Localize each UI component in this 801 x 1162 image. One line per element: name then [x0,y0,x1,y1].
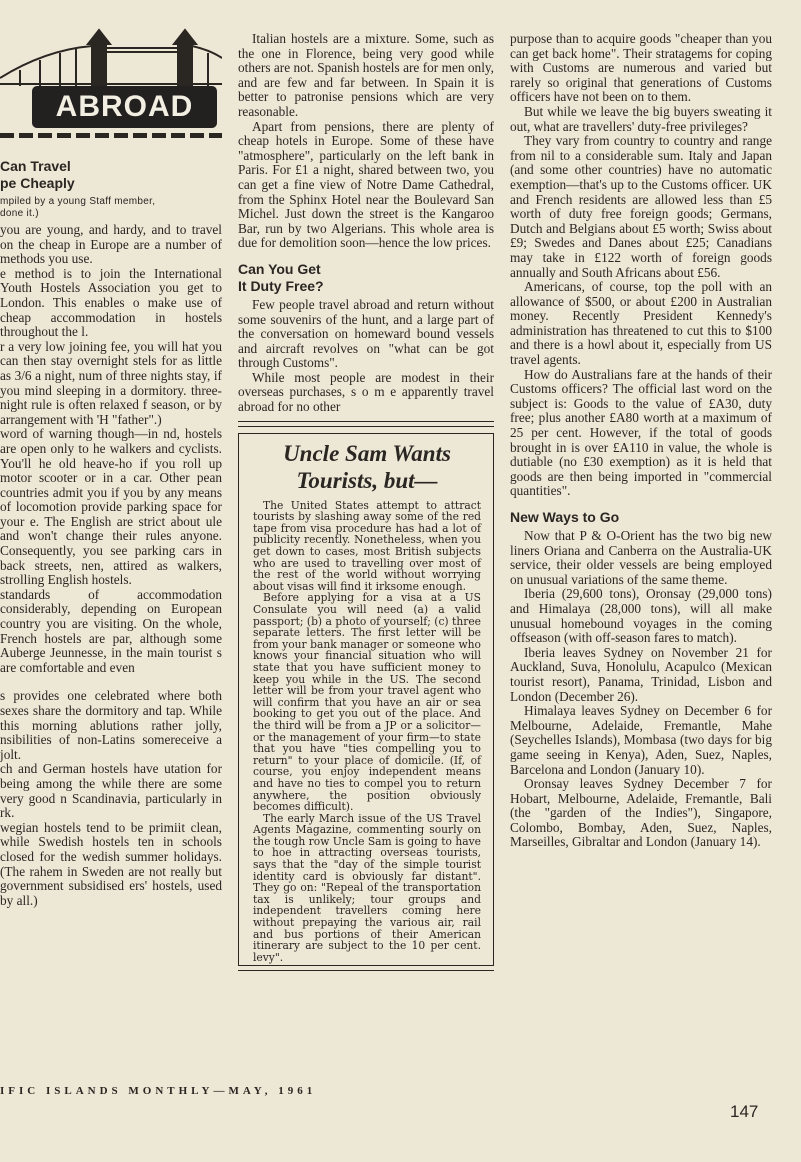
box-paragraph: The early March issue of the US Travel Agents Magazine, commenting sourly on the tough row Uncle Sam is going to have to hoe in attracting overseas tourists, says that the "day of the simple tourist identity card is obviously far distant". They go on: "Repeal of the transportation tax is unlikely; tour groups and independent travellers coming here without prepaying the various air, rail and bus portions of their American itinerary are subject to the 10 per cent. levy". [253,811,481,964]
abroad-banner [0,0,222,148]
paragraph: wegian hostels tend to be primiit clean, while Swedish hostels ten in schools closed for the wedish summer holidays. (The rahem in Sweden are not really but government subsidised ers' hostels, used by all.) [0,819,222,908]
banner-divider [0,133,222,138]
paragraph: s provides one celebrated where both sexes share the dormitory and tap. While this morning ablutions rather jolly, nsibilities of non-Latins somereceive a jolt. [0,688,222,762]
paragraph: But while we leave the big buyers sweating it out, what are travellers' duty-free privileges? [510,103,772,134]
paragraph: Few people travel abroad and return without some souvenirs of the hunt, and a large part of the conversation on homeward bound vessels and aircraft revolves on "what can be got through Customs". [238,296,494,371]
tower-bridge-icon [0,28,222,88]
section-heading-line1: Can You Get [238,260,321,277]
article-heading-line2: pe Cheaply [0,175,75,191]
paragraph: Iberia (29,600 tons), Oronsay (29,000 tons) and Himalaya (28,000 tons), will all make unusual homebound voyages in the coming offseason (with off-season fares to match). [510,586,772,646]
byline-line2: done it.) [0,208,39,219]
paragraph: word of warning though—in nd, hostels are open only to he walkers and cyclists. You'll he old heave-ho if you roll up motor scooter or in a car. Other pean countries admit you if you by any means of locomotion provide parking space for your e. The English are strict about ule and won't change their rules anyone. Consequently, you see parking cars in back streets, nen, attired as walkers, strolling English hostels. [0,426,222,588]
paragraph: Italian hostels are a mixture. Some, such as the one in Florence, being very good while others are not. Spanish hostels are for men only, and are few and far between. In Spain it is better to patronise pensions which are very reasonable. [238,31,494,119]
sidebar-box [238,433,494,966]
box-paragraph: Before applying for a visa at a US Consulate you will need (a) a valid passport; (b) a photo of yourself; (c) three separate letters. The first letter will be from your bank manager or someone who knows your financial situation who will state that you have sufficient money to keep you while in the US. The second letter will be from your travel agent who will confirm that you have an air or sea booking to get you out of the place. And the third will be from a JP or a solicitor—or the management of your firm—to state that you have "ties compelling you to return" to your place of domicile. (If, of course, you enjoy independent means and have no ties to compel you to return anywhere, the position obviously becomes difficult). [253,591,481,814]
paragraph: ch and German hostels have utation for being among the while there are some very good n Scandinavia, particularly in rk. [0,761,222,821]
paragraph: Apart from pensions, there are plenty of cheap hotels in Europe. Some of these have "atmosphere", particularly on the left bank in Paris. For £1 a night, shared between two, you can get a fine view of Notre Dame Cathedral, from the Sphinx Hotel near the Boulevard San Michel. Just down the street is the Kangaroo Bar, run by two Algerians. This whole area is due for demolition soon—hence the low prices. [238,118,494,251]
paragraph: They vary from country to country and range from nil to a considerable sum. Italy and Japan (and some other countries) have no automatic exemption—that's up to the Customs officer. UK and French residents are allowed less than £5 worth of duty free foreign goods; Germans, Dutch and Belgians about £5 worth; Swiss about £9; Swedes and Danes about £25; Canadians may take in £122 worth of foreign goods annually and South Africans about £56. [510,133,772,280]
box-bottom-rule [238,965,494,971]
paragraph: Himalaya leaves Sydney on December 6 for Melbourne, Adelaide, Fremantle, Mahe (Seychelles Islands), Mombasa (two days for big game seeing in Kenya), Aden, Suez, Naples, Barcelona and London (January 10). [510,703,772,777]
box-paragraph: The United States attempt to attract tourists by slashing away some of the red tape from visa procedure has had a lot of publicity recently. Nonetheless, when you get down to cases, most British subjects who are used to travelling over most of the rest of the world without worrying about visas will find it irksome enough. [253,498,481,593]
paragraph: purpose than to acquire goods "cheaper than you can get back home". Their stratagems for coping with Customs are numerous and varied but rarely so original that generations of Customs officers have not been on to them. [510,31,772,105]
box-title-line2: Tourists, but— [296,467,438,493]
abroad-label: ABROAD [32,86,217,128]
column-right [510,32,772,850]
box-top-rule [238,421,494,427]
paragraph: How do Australians fare at the hands of their Customs officers? The official last word on the subject is: Goods to the value of £A30, duty free; plus another £A80 worth at a maximum of 25 per cent. However, if the total of goods brought in is over £A110 in value, the whole is dutiable (no £30 exemption) as it is held that goods are then being imported in "commercial quantities". [510,366,772,499]
article-heading-line1: Can Travel [0,158,71,174]
paragraph: e method is to join the International Youth Hostels Association you get to London. This enables o make use of cheap accommodation in hostels throughout the l. [0,265,222,340]
byline-line1: mpiled by a young Staff member, [0,196,156,207]
paragraph: standards of accommodation considerably, depending on European country you are visiting. On the whole, French hostels are par, although some Auberge Jeunnesse, in the main tourist s are comfortable and even [0,586,222,675]
column-middle [238,32,494,971]
box-body [253,500,481,964]
paragraph: Americans, of course, top the poll with an allowance of $500, or about £200 in Australian money. Recently President Kennedy's administration has threatened to cut this to $100 and there is a howl about it, especially from US travel agents. [510,279,772,368]
section-heading: New Ways to Go [510,509,620,525]
paragraph: While most people are modest in their overseas purchases, s o m e apparently travel abroad for no other [238,369,494,415]
box-title-line1: Uncle Sam Wants [283,440,451,466]
paragraph: you are young, and hardy, and to travel on the cheap in Europe are a number of methods you use. [0,222,222,267]
section-heading-line2: It Duty Free? [238,277,324,294]
paragraph: r a very low joining fee, you will hat you can then stay overnight stels for as little as 3/6 a night, num of three nights stay, if you mind sleeping in a dormitory. three-night rule is often relaxed f season, or by arrangement with 'H "father".) [0,338,222,427]
paragraph: Now that P & O-Orient has the two big new liners Oriana and Canberra on the Australia-UK service, their older vessels are being employed on unusual variations of the same theme. [510,528,772,587]
paragraph: Oronsay leaves Sydney December 7 for Hobart, Melbourne, Adelaide, Fremantle, Bali (the "garden of the Indies"), Singapore, Colombo, Bombay, Aden, Suez, Naples, Marseilles, Gibraltar and London (January 14). [510,776,772,850]
page-number: 147 [730,1102,759,1121]
page-footer: IFIC ISLANDS MONTHLY—MAY, 1961 [0,1085,317,1097]
paragraph: Iberia leaves Sydney on November 21 for Auckland, Suva, Honolulu, Acapulco (Mexican tourist resort), Panama, Trinidad, Lisbon and London (December 26). [510,644,772,704]
column-left [0,0,222,908]
